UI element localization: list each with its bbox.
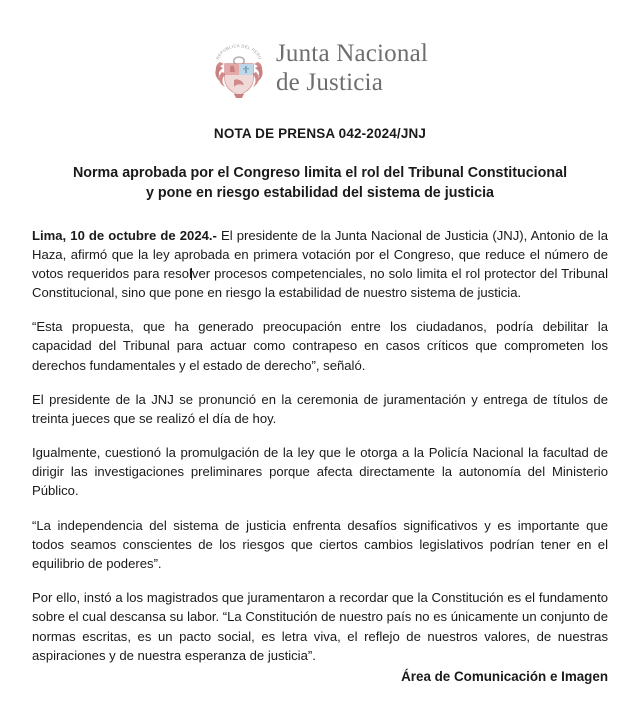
- jnj-wordmark: [276, 39, 428, 98]
- svg-text:REPUBLICA DEL PERU: REPUBLICA DEL PERU: [214, 43, 264, 61]
- paragraph-lead: [32, 226, 608, 303]
- paragraph-quote-1: “Esta propuesta, que ha generado preocupación entre los ciudadanos, podría debilitar la capacidad del Tribunal para actuar como contrapeso en casos críticos que comprometen los derechos fundamentales y el estado de derecho”, señaló.: [32, 319, 608, 373]
- headline-line-1: Norma aprobada por el Congreso limita el rol del Tribunal Constitucional: [72, 165, 568, 181]
- paragraph-lead-part-1: El presidente de la Junta Nacional de Justicia (JNJ), Antonio de la Haza, afirmó que la ley aprobada en primera votación por el Congreso, que reduce el número de votos requeridos para resol: [32, 227, 608, 281]
- paragraph-ceremony: El presidente de la JNJ se pronunció en la ceremonia de juramentación y entrega de títulos de treinta jueces que se realizó el día de hoy.: [32, 391, 608, 426]
- wordmark-line-2: de Justicia: [275, 69, 384, 96]
- peru-coat-of-arms-icon: [212, 37, 266, 99]
- paragraph-quote-2: “La independencia del sistema de justicia enfrenta desafíos significativos y es importante que todos seamos conscientes de los riesgos que ciertos cambios legislativos podrían tener en el equilibrio de poderes”.: [32, 517, 608, 571]
- document-header: [0, 0, 640, 104]
- footer-signature: Área de Comunicación e Imagen: [401, 669, 608, 684]
- paragraph-lead-part-2: ver procesos competenciales, no solo limita el rol protector del Tribunal Constitucional, sino que pone en riesgo la estabilidad de nuestro sistema de justicia.: [32, 265, 608, 301]
- page-title: [36, 163, 604, 204]
- document-body: [32, 204, 608, 665]
- paragraph-police-law: Igualmente, cuestionó la promulgación de la ley que le otorga a la Policía Nacional la facultad de dirigir las investigaciones preliminares porque afecta directamente la autonomía del Ministerio Público.: [32, 445, 608, 499]
- paragraph-closing: Por ello, instó a los magistrados que juramentaron a recordar que la Constitución es el fundamento sobre el cual descansa su labor. “La Constitución de nuestro país no es únicamente un conjunto de normas escritas, es un pacto social, es letra viva, el reflejo de nuestros valores, de nuestras aspiraciones y de nuestra esperanza de justicia”.: [32, 590, 608, 663]
- wordmark-line-1: Junta Nacional: [275, 39, 429, 67]
- dateline: Lima, 10 de octubre de 2024.-: [32, 227, 217, 243]
- document-number: NOTA DE PRENSA 042-2024/JNJ: [213, 126, 427, 141]
- headline-line-2: y pone en riesgo estabilidad del sistema de justicia: [145, 185, 494, 202]
